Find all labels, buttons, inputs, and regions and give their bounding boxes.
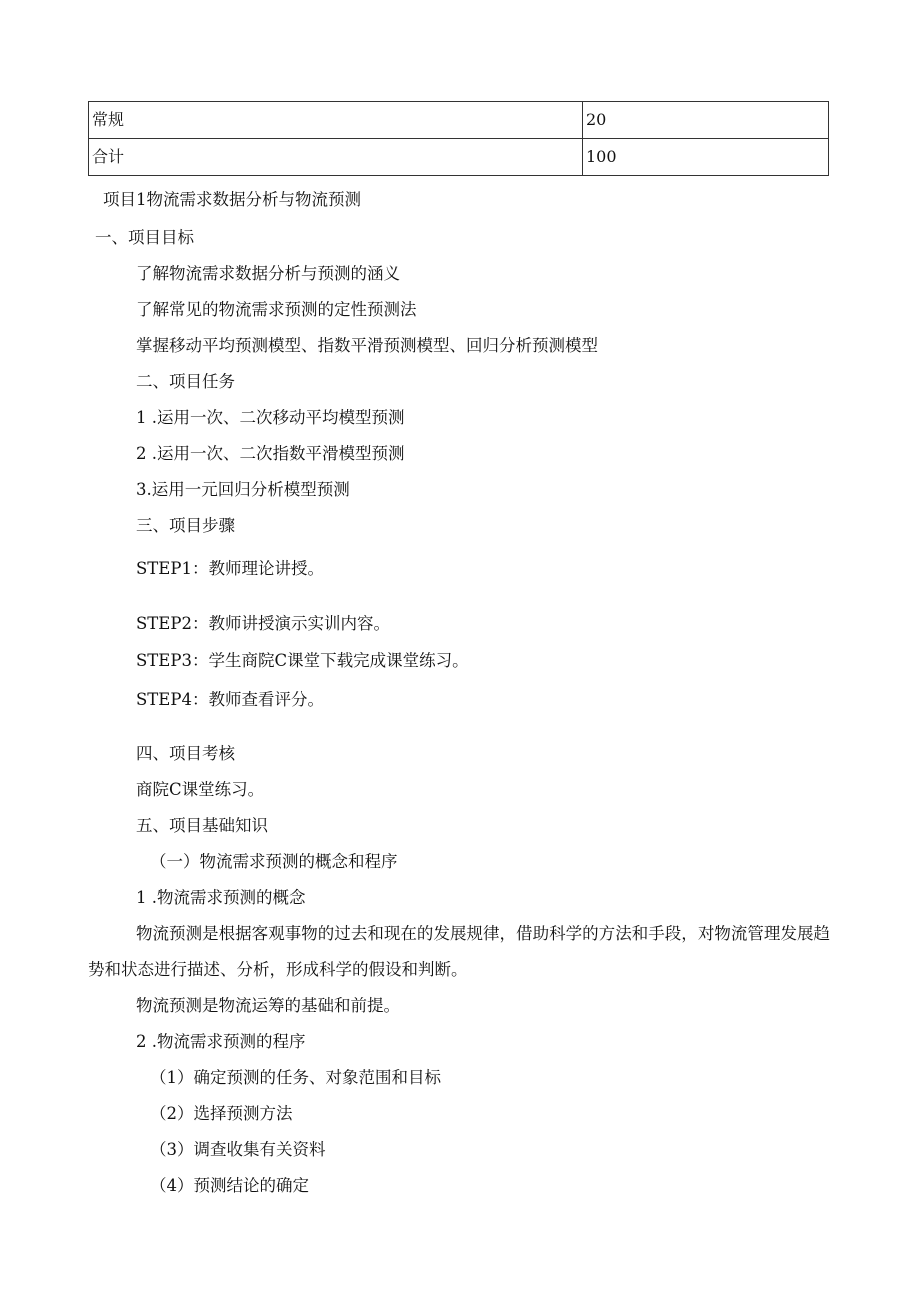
knowledge-paragraph: 物流预测是根据客观事物的过去和现在的发展规律，借助科学的方法和手段，对物流管理发展趋势和状态进行描述、分析，形成科学的假设和判断。 — [88, 924, 830, 979]
step-item: STEP2：教师讲授演示实训内容。 — [136, 614, 390, 633]
section-heading-tasks: 二、项目任务 — [136, 372, 235, 391]
knowledge-item-title: 1 .物流需求预测的概念 — [136, 888, 306, 907]
step-item: STEP3：学生商院C课堂下载完成课堂练习。 — [136, 651, 469, 670]
procedure-item: （3）调查收集有关资料 — [150, 1140, 326, 1159]
section-heading-objectives: 一、项目目标 — [95, 228, 194, 247]
procedure-item: （1）确定预测的任务、对象范围和目标 — [150, 1068, 441, 1087]
table-row — [89, 139, 829, 176]
table-cell-score: 20 — [583, 102, 829, 139]
objective-item: 了解物流需求数据分析与预测的涵义 — [136, 264, 400, 283]
section-heading-assessment: 四、项目考核 — [136, 744, 235, 763]
objective-item: 了解常见的物流需求预测的定性预测法 — [136, 300, 417, 319]
table-cell-name: 常规 — [89, 102, 583, 139]
assessment-text: 商院C课堂练习。 — [136, 780, 265, 799]
score-table — [88, 101, 829, 176]
project-title: 项目1物流需求数据分析与物流预测 — [103, 190, 361, 209]
knowledge-paragraph: 物流预测是物流运筹的基础和前提。 — [136, 996, 400, 1015]
objective-item: 掌握移动平均预测模型、指数平滑预测模型、回归分析预测模型 — [136, 336, 598, 355]
table-cell-name: 合计 — [89, 139, 583, 176]
knowledge-item-title: 2 .物流需求预测的程序 — [136, 1032, 306, 1051]
task-item: 2 .运用一次、二次指数平滑模型预测 — [136, 444, 405, 463]
task-item: 3.运用一元回归分析模型预测 — [136, 480, 350, 499]
section-heading-steps: 三、项目步骤 — [136, 516, 235, 535]
procedure-item: （2）选择预测方法 — [150, 1104, 293, 1123]
procedure-item: （4）预测结论的确定 — [150, 1176, 309, 1195]
table-row — [89, 102, 829, 139]
table-cell-score: 100 — [583, 139, 829, 176]
subsection-heading: （一）物流需求预测的概念和程序 — [150, 852, 398, 871]
task-item: 1 .运用一次、二次移动平均模型预测 — [136, 408, 405, 427]
section-heading-knowledge: 五、项目基础知识 — [136, 816, 268, 835]
step-item: STEP4：教师查看评分。 — [136, 690, 324, 709]
step-item: STEP1：教师理论讲授。 — [136, 559, 324, 578]
